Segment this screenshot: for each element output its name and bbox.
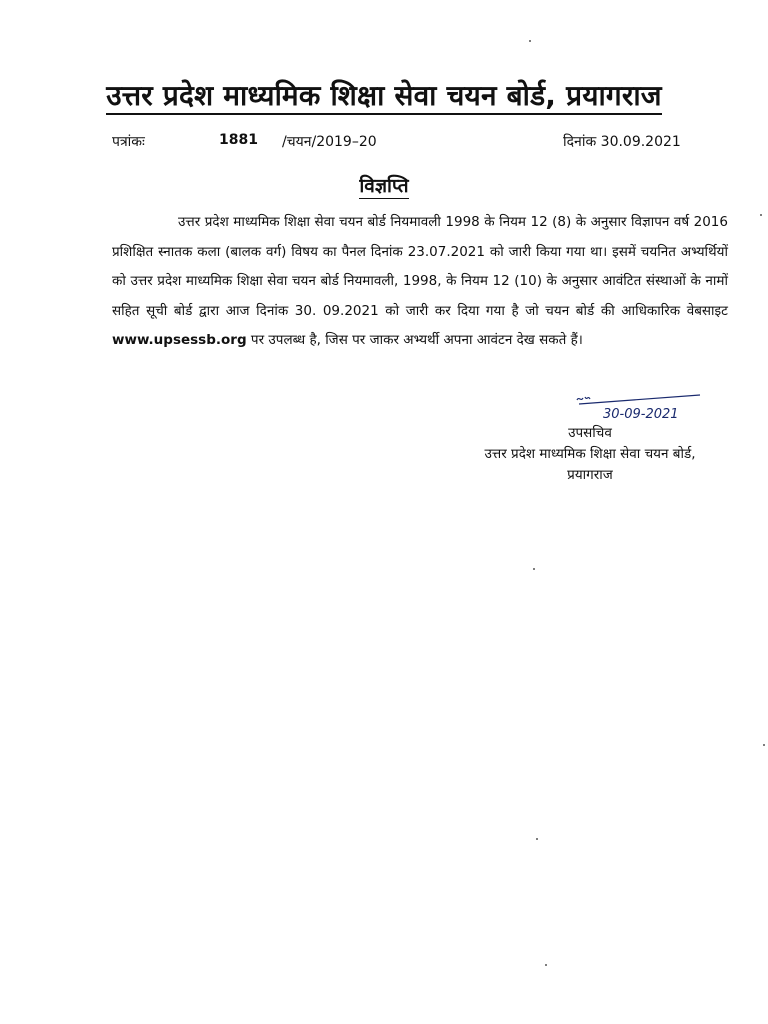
reference-number: 1881 [219, 132, 258, 148]
scan-speck [533, 568, 535, 570]
signatory-city: प्रयागराज [567, 467, 613, 483]
signatory-designation: उपसचिव [568, 425, 612, 441]
signature-date: 30-09-2021 [603, 407, 679, 422]
website-link: www.upsessb.org [112, 332, 247, 348]
body-text-part-1: उत्तर प्रदेश माध्यमिक शिक्षा सेवा चयन बोर्ड नियमावली 1998 के नियम 12 (8) के अनुसार विज्ञापन वर्ष 2016 प्रशिक्षित स्नातक कला (बालक वर्ग) विषय का पैनल दिनांक 23.07.2021 को जारी किया गया था। इसमें चयनित अभ्यर्थियों को उत्तर प्रदेश माध्यमिक शिक्षा सेवा चयन बोर्ड नियमावली, 1998, के नियम 12 (10) के अनुसार आवंटित संस्थाओं के नामों सहित सूची बोर्ड द्वारा आज दिनांक 30. 09.2021 को जारी कर दिया गया है जो चयन बोर्ड की आधिकारिक वेबसाइट [112, 214, 728, 319]
scan-speck [536, 838, 538, 840]
notice-title-text: विज्ञप्ति [359, 175, 409, 197]
scan-speck [545, 964, 547, 966]
board-heading [0, 76, 768, 114]
scan-speck [529, 40, 531, 42]
reference-label: पत्रांकः [112, 134, 145, 150]
notice-title [0, 172, 768, 198]
board-heading-text: उत्तर प्रदेश माध्यमिक शिक्षा सेवा चयन बोर्ड, प्रयागराज [106, 79, 662, 115]
scan-speck [760, 214, 762, 216]
reference-suffix: /चयन/2019–20 [282, 134, 377, 150]
handwritten-signature [575, 392, 705, 424]
signatory-block [450, 423, 730, 486]
scan-speck [763, 744, 765, 746]
signatory-organisation: उत्तर प्रदेश माध्यमिक शिक्षा सेवा चयन बोर्ड, [484, 446, 696, 462]
body-text-part-2: पर उपलब्ध है, जिस पर जाकर अभ्यर्थी अपना आवंटन देख सकते हैं। [250, 332, 583, 348]
issue-date: दिनांक 30.09.2021 [563, 134, 681, 150]
notice-body [112, 208, 728, 356]
